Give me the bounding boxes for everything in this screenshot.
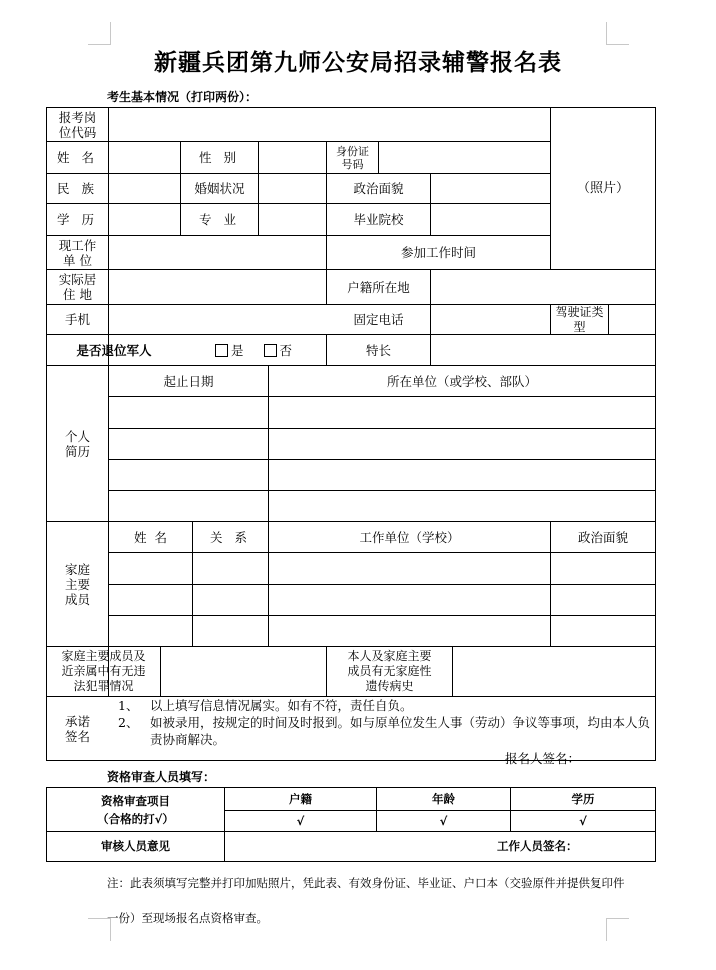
review-check-age[interactable]: √ xyxy=(439,813,448,828)
post-code-label: 报考岗 位代码 xyxy=(58,109,97,140)
current-work-label: 现工作 单 位 xyxy=(58,237,97,268)
disease-label: 本人及家庭主要 成员有无家庭性 遗传病史 xyxy=(347,649,432,693)
mobile-field[interactable] xyxy=(109,305,326,334)
landline-label: 固定电话 xyxy=(353,312,404,327)
marital-field[interactable] xyxy=(259,174,326,203)
family-col-name: 姓 名 xyxy=(134,529,167,545)
specialty-label: 特长 xyxy=(365,342,391,358)
promise-text xyxy=(108,697,654,767)
applicant-signature[interactable]: 报名人签名： xyxy=(504,751,580,766)
review-check-education[interactable]: √ xyxy=(579,813,587,828)
resume-col-date: 起止日期 xyxy=(163,373,214,389)
veteran-label: 是否退位军人 xyxy=(76,342,152,358)
ethnicity-field[interactable] xyxy=(109,174,180,203)
resume-label: 个人 简历 xyxy=(64,428,90,459)
family-col-political: 政治面貌 xyxy=(577,529,628,545)
gender-label: 性 别 xyxy=(199,150,240,165)
political-field[interactable] xyxy=(431,174,550,203)
school-field[interactable] xyxy=(431,204,550,235)
resume-col-unit: 所在单位（或学校、部队） xyxy=(386,373,537,389)
school-label: 毕业院校 xyxy=(353,212,404,227)
registration-form-table xyxy=(46,107,656,766)
hukou-field[interactable] xyxy=(431,270,655,304)
staff-signature[interactable]: 工作人员签名： xyxy=(497,839,578,853)
landline-field[interactable] xyxy=(431,305,550,334)
name-label: 姓 名 xyxy=(57,150,98,165)
crime-field[interactable] xyxy=(161,647,326,696)
license-label: 驾驶证类型 xyxy=(555,305,604,334)
education-field[interactable] xyxy=(109,204,180,235)
family-col-relation: 关 系 xyxy=(210,529,251,545)
major-label: 专 业 xyxy=(199,212,240,227)
hukou-label: 户籍所在地 xyxy=(347,279,410,295)
major-field[interactable] xyxy=(259,204,326,235)
crime-label: 家庭主要成员及 近亲属中有无违 法犯罪情况 xyxy=(61,649,146,693)
marital-label: 婚姻状况 xyxy=(194,181,245,196)
review-heading: 资格审查人员填写： xyxy=(107,770,216,784)
education-label: 学 历 xyxy=(57,212,98,227)
review-item-label: 资格审查项目 （合格的打√） xyxy=(97,793,174,826)
specialty-field[interactable] xyxy=(431,335,655,365)
review-col-education: 学历 xyxy=(571,791,595,806)
residence-label: 实际居 住 地 xyxy=(58,272,97,302)
photo-placeholder[interactable]: （照片） xyxy=(576,181,629,196)
family-col-work: 工作单位（学校） xyxy=(359,529,460,545)
political-label: 政治面貌 xyxy=(353,181,404,196)
id-card-label: 身份证 号码 xyxy=(336,144,369,171)
name-field[interactable] xyxy=(109,142,180,173)
id-card-field[interactable] xyxy=(379,142,550,173)
veteran-options xyxy=(181,335,326,365)
section-basic-heading: 考生基本情况（打印两份）： xyxy=(107,90,258,104)
current-work-field[interactable] xyxy=(109,236,326,269)
page-title: 新疆兵团第九师公安局招录辅警报名表 xyxy=(154,49,562,76)
promise-label: 承诺 签名 xyxy=(64,713,90,744)
crop-mark-top-left xyxy=(88,22,111,45)
review-table xyxy=(46,787,656,862)
disease-field[interactable] xyxy=(453,647,655,696)
promise-item-number: 1、 xyxy=(118,698,139,713)
veteran-no-checkbox[interactable] xyxy=(264,344,277,357)
veteran-no-label: 否 xyxy=(279,342,293,358)
crop-mark-top-right xyxy=(606,22,629,45)
post-code-field[interactable] xyxy=(109,108,550,141)
gender-field[interactable] xyxy=(259,142,326,173)
promise-item-text: 如被录用，按规定的时间及时报到。如与原单位发生人事（劳动）争议等事项，均由本人负责协商解决。 xyxy=(150,715,651,747)
veteran-yes-label: 是 xyxy=(230,342,244,358)
review-check-hukou[interactable]: √ xyxy=(296,813,305,828)
license-field[interactable] xyxy=(609,305,655,334)
veteran-yes-checkbox[interactable] xyxy=(215,344,228,357)
footnote: 注：此表须填写完整并打印加贴照片，凭此表、有效身份证、毕业证、户口本（交验原件并提供复印件一份）至现场报名点资格审查。 xyxy=(107,876,625,925)
promise-item-number: 2、 xyxy=(118,715,139,730)
review-col-hukou: 户籍 xyxy=(289,791,312,806)
work-start-label: 参加工作时间 xyxy=(400,245,476,260)
family-label: 家庭 主要 成员 xyxy=(64,561,90,607)
residence-field[interactable] xyxy=(109,270,326,304)
promise-item-text: 以上填写信息情况属实。如有不符，责任自负。 xyxy=(150,698,413,713)
ethnicity-label: 民 族 xyxy=(57,181,98,196)
review-opinion-label: 审核人员意见 xyxy=(101,839,170,853)
mobile-label: 手机 xyxy=(64,312,90,327)
review-col-age: 年龄 xyxy=(432,791,455,806)
